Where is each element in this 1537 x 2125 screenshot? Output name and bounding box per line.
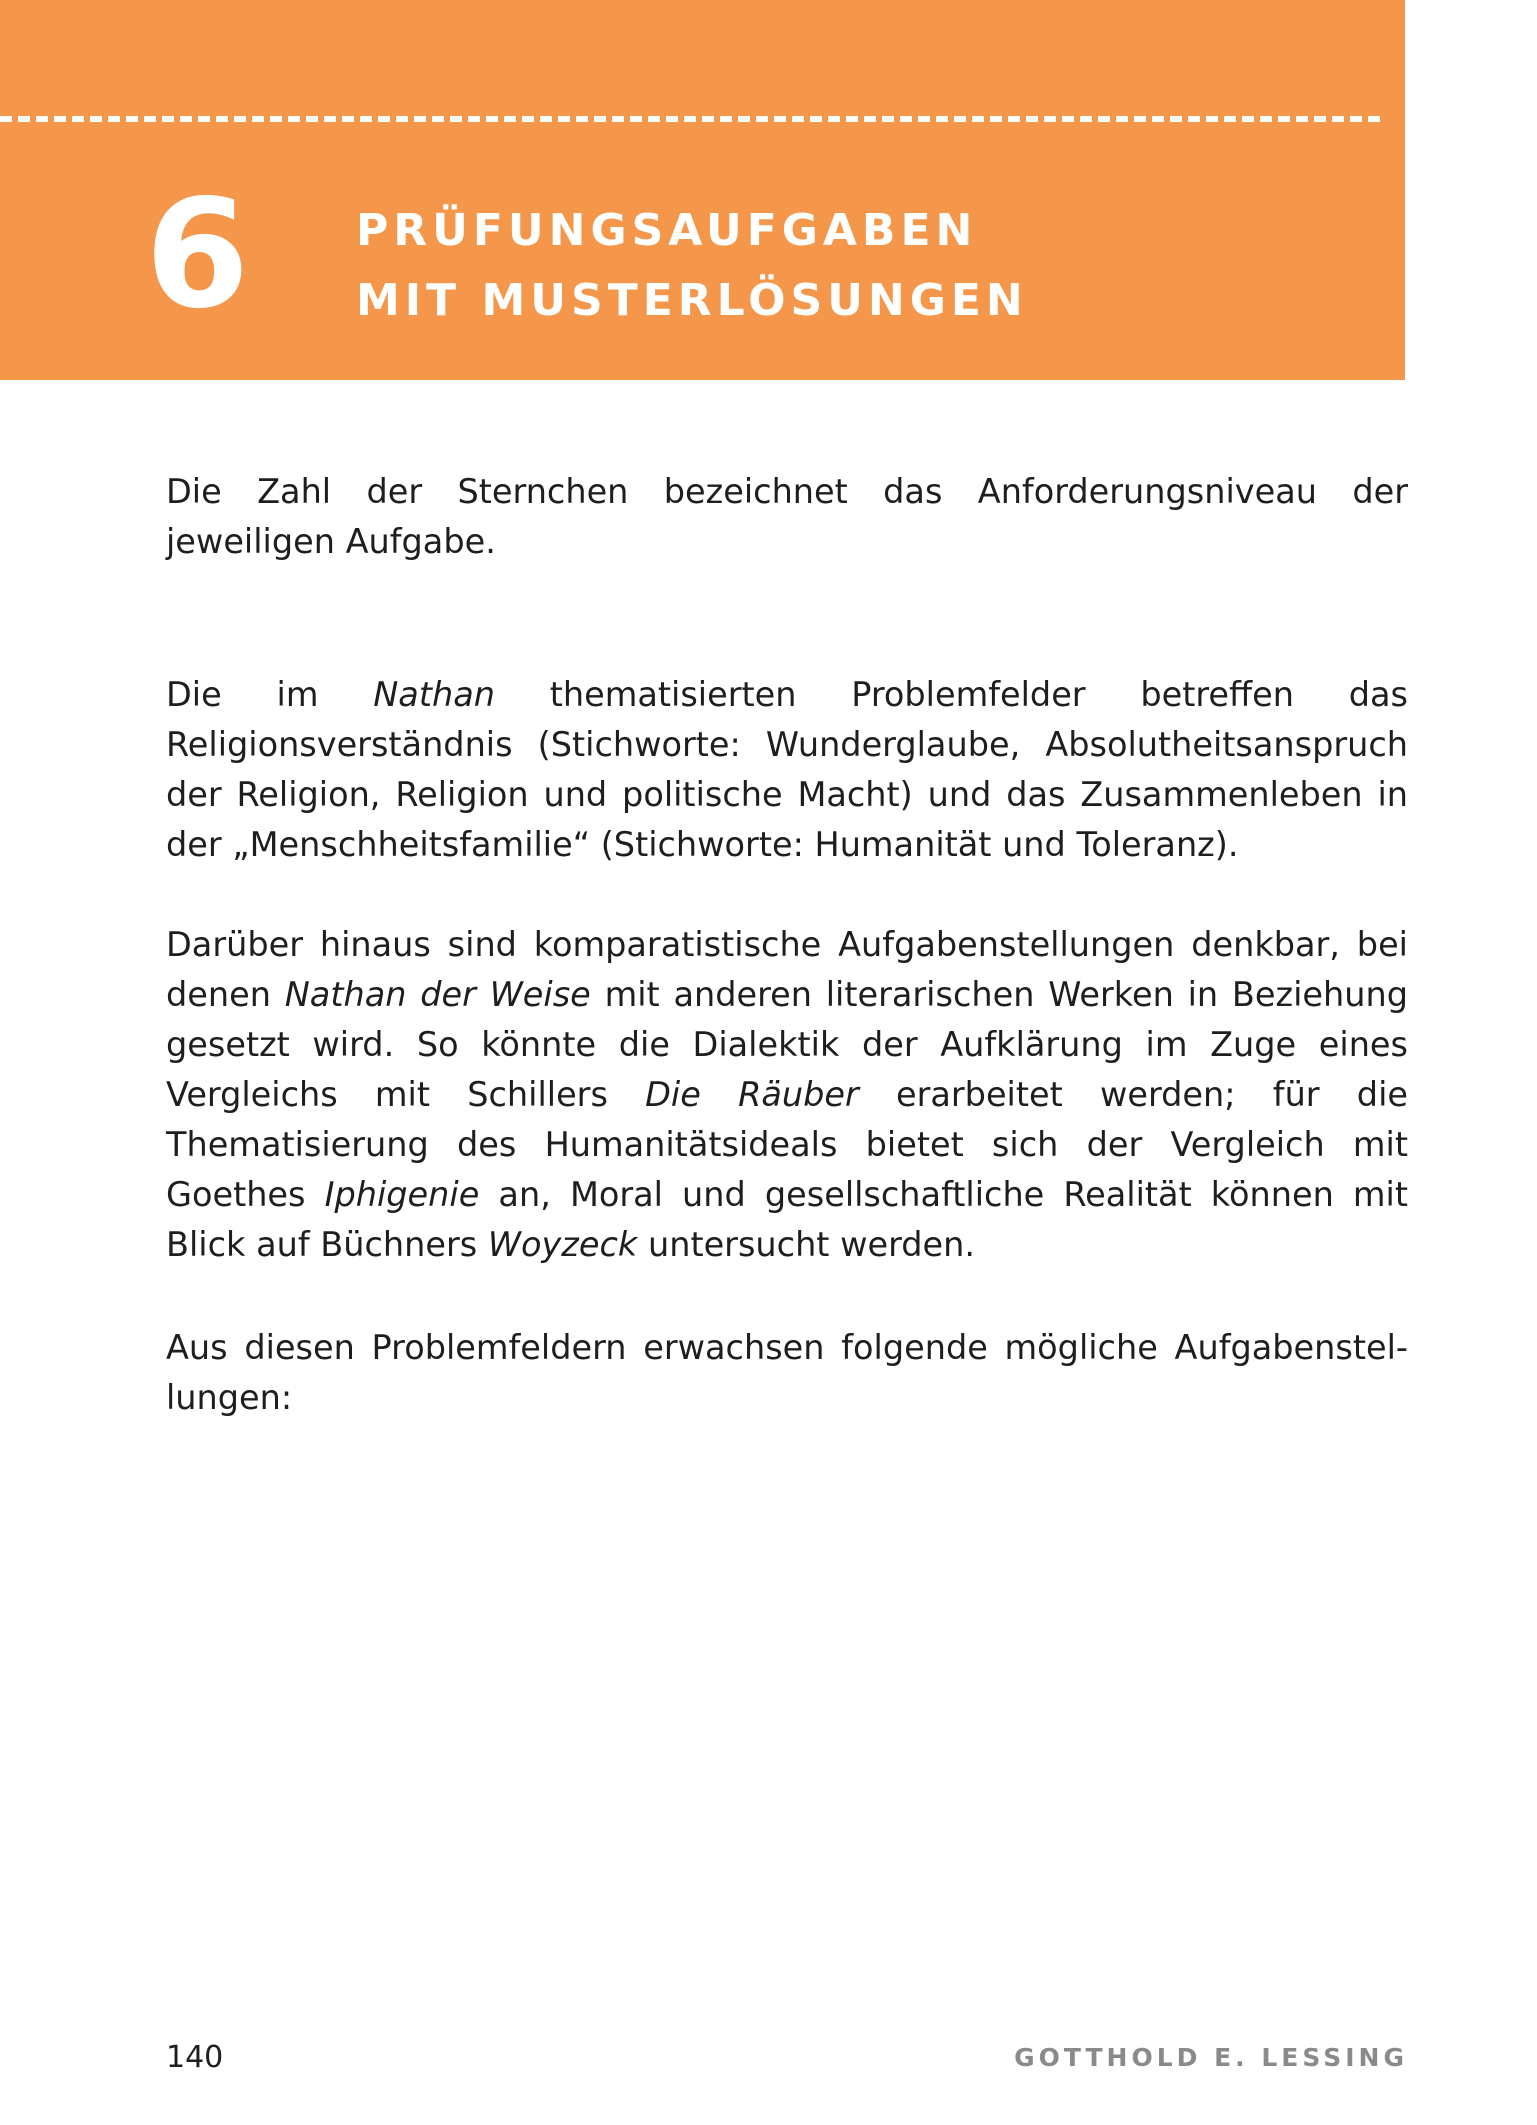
running-footer-author: GOTTHOLD E. LESSING (1014, 2043, 1408, 2072)
paragraph-task-intro: Aus diesen Problemfeldern erwachsen folgende mögliche Aufgabenstellungen: (166, 1328, 1408, 1417)
text-run: mit anderen literarischen Werken in Beziehung gesetzt wird. So könnte die Dialektik der Aufklärung im Zuge eines Vergleichs mit Schillers (166, 975, 1408, 1114)
work-title-die-raeuber: Die Räuber (645, 1075, 859, 1114)
work-title-nathan-der-weise: Nathan der Weise (284, 975, 591, 1014)
text-run: Darüber hinaus sind komparatistische Aufgabenstellungen denkbar, bei denen (166, 925, 1408, 1014)
work-title-nathan: Nathan (373, 675, 495, 714)
work-title-woyzeck: Woyzeck (487, 1225, 638, 1264)
page-number: 140 (166, 2040, 224, 2075)
text-run: thematisierten Problemfelder betreffen das Religionsverständnis (Stichworte: Wunderglaube, Absolutheitsanspruch der Religion, Religion und politische Macht) und das Zusammenleben in der „Menschheitsfamilie“ (Stichworte: Humanität und Toleranz). (166, 675, 1408, 864)
chapter-banner (0, 0, 1405, 380)
chapter-number: 6 (145, 168, 250, 342)
text-run: untersucht werden. (637, 1225, 976, 1264)
chapter-title (356, 196, 1356, 336)
text-run: an, Moral und gesellschaftliche Realität können mit Blick auf Büchners (166, 1175, 1408, 1264)
text-run: erarbeitet werden; für die Thematisierung des Humanitätsideals bietet sich der Vergleich mit Goethes (166, 1075, 1408, 1214)
chapter-title-line-1: PRÜFUNGSAUFGABEN (356, 205, 978, 256)
dashed-divider (0, 116, 1380, 122)
paragraph-comparative-tasks (166, 920, 1408, 1270)
text-run: Die im (166, 675, 374, 714)
paragraph-difficulty-note: Die Zahl der Sternchen bezeichnet das Anforderungsniveau der jeweiligen Aufgabe. (166, 472, 1408, 561)
chapter-title-line-2: MIT MUSTERLÖSUNGEN (356, 275, 1028, 326)
work-title-iphigenie: Iphigenie (324, 1175, 480, 1214)
paragraph-problem-fields (166, 670, 1408, 870)
